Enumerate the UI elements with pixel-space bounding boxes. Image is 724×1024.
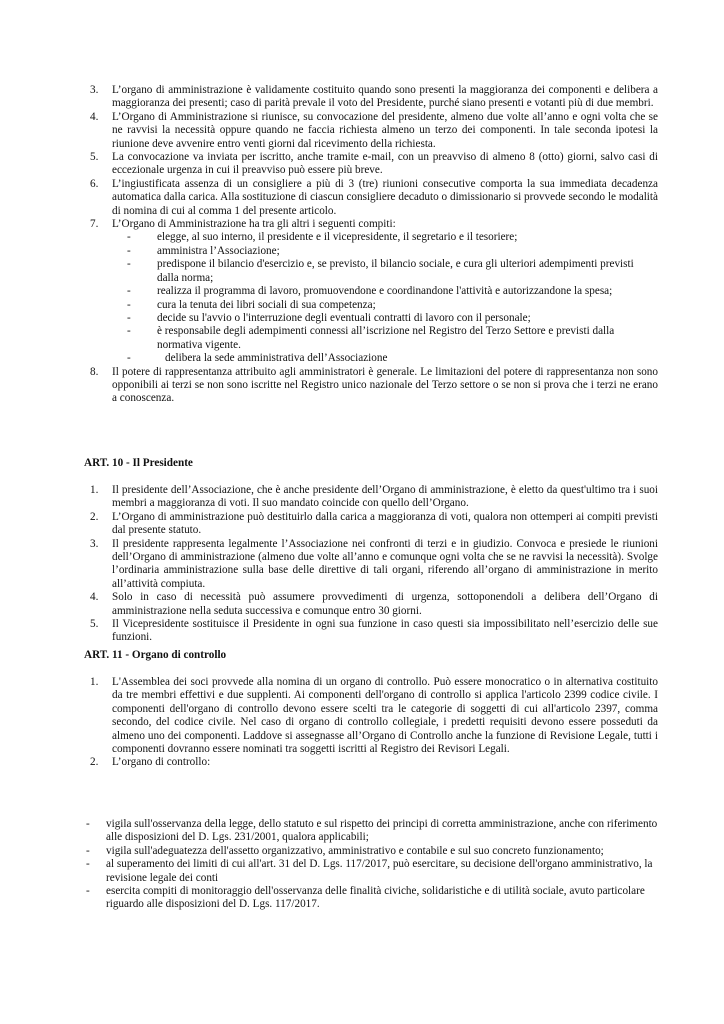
duty-item: - vigila sull'osservanza della legge, dello statuto e sul rispetto dei principi di corretta amministrazione, anche con riferimento alle disposizioni del D. Lgs. 231/2001, qualora applicabili;: [86, 818, 658, 844]
art9-list: [90, 84, 658, 406]
item-text: Il potere di rappresentanza attribuito agli amministratori è generale. Le limitazioni del potere di rappresentanza non sono opponibili ai terzi se non sono iscritte nel Registro unico nazionale del Terzo settore o se non si prova che i terzi ne erano a conoscenza.: [112, 365, 658, 405]
item-text: L’organo di amministrazione è validamente costituito quando sono presenti la maggioranza dei componenti e delibera a maggioranza dei presenti; caso di parità prevale il voto del Presidente, purché siano presenti e votanti più di due membri.: [112, 84, 658, 110]
duty-item: - al superamento dei limiti di cui all'art. 31 del D. Lgs. 117/2017, può esercitare, su decisione dell'organo amministrativo, la revisione legale dei conti: [86, 858, 653, 884]
list-item: 8. Il potere di rappresentanza attribuito agli amministratori è generale. Le limitazioni del potere di rappresentanza non sono opponibili ai terzi se non sono iscritte nel Registro unico nazionale del Terzo settore o se non si prova che i terzi ne erano a conoscenza.: [90, 365, 658, 405]
task-item: - decide su l'avvio o l'interruzione degli eventuali contratti di lavoro con il personale;: [127, 311, 531, 324]
list-item: 1. Il presidente dell’Associazione, che è anche presidente dell’Organo di amministrazione, è eletto da quest'ultimo tra i suoi membri a maggioranza di voti. Il suo mandato coincide con quello dell’Organo.: [90, 484, 658, 510]
list-item: 4. L’Organo di Amministrazione si riunisce, su convocazione del presidente, almeno due volte all’anno e ogni volta che se ne ravvisi la necessità oppure quando ne faccia richiesta almeno un terzo dei componenti. In tale seconda ipotesi la riunione deve avvenire entro venti giorni dal ricevimento della richiesta.: [90, 110, 658, 150]
duty-item: - vigila sull'adeguatezza dell'assetto organizzativo, amministrativo e contabile e sul suo concreto funzionamento;: [86, 844, 604, 857]
task-item: - delibera la sede amministrativa dell’Associazione: [127, 352, 388, 365]
item-text: L’Organo di Amministrazione si riunisce, su convocazione del presidente, almeno due volte all’anno e ogni volta che se ne ravvisi la necessità oppure quando ne faccia richiesta almeno un terzo dei componenti. In tale seconda ipotesi la riunione deve avvenire entro venti giorni dal ricevimento della richiesta.: [112, 110, 658, 150]
list-item: 5. La convocazione va inviata per iscritto, anche tramite e-mail, con un preavviso di almeno 8 (otto) giorni, salvo casi di eccezionale urgenza in cui il preavviso può essere più breve.: [90, 151, 658, 177]
item-text: L’Organo di Amministrazione ha tra gli altri i seguenti compiti:: [112, 218, 396, 231]
list-item: 6. L’ingiustificata assenza di un consigliere a più di 3 (tre) riunioni consecutive comporta la sua immediata decadenza automatica dalla carica. Alla sostituzione di ciascun consigliere decaduto o dimissionario si provvede secondo le modalità di nomina di cui al comma 1 del presente articolo.: [90, 177, 658, 217]
tasks-list: [127, 231, 658, 365]
task-item: - predispone il bilancio d'esercizio e, se previsto, il bilancio sociale, e cura gli ulteriori adempimenti previsti dalla norma;: [127, 258, 634, 284]
list-item: 7. L’Organo di Amministrazione ha tra gli altri i seguenti compiti: - elegge, al suo interno, il presidente e il vicepresidente, il segretario e il tesoriere; - amministra l’Associazione; - predispone il bilancio d'esercizio e, se previsto, il bilancio sociale, e cura gli ulteriori adempimenti previsti dalla norma; - realizza il programma di lavoro, promuovendone e coordinandone l'attività e autorizzandone la spesa; - cura la tenuta dei libri sociali di sua competenza; - decide su l'avvio o l'interruzione degli eventuali contratti di lavoro con il personale; - è responsabile degli adempimenti connessi all’iscrizione nel Registro del Terzo Settore e previsti dalla normativa vigente. - delibera la sede amministrativa dell’Associazione: [112, 218, 658, 365]
list-item: 3. L’organo di amministrazione è validamente costituito quando sono presenti la maggioranza dei componenti e delibera a maggioranza dei presenti; caso di parità prevale il voto del Presidente, purché siano presenti e votanti più di due membri.: [90, 84, 658, 110]
art10-heading: ART. 10 - Il Presidente: [84, 457, 193, 469]
list-item: 4. Solo in caso di necessità può assumere provvedimenti di urgenza, sottoponendoli a delibera dell’Organo di amministrazione nella seduta successiva e comunque entro 30 giorni.: [90, 591, 658, 617]
item-text: L’Organo di amministrazione può destituirlo dalla carica a maggioranza di voti, qualora non ottemperi ai compiti previsti dal presente statuto.: [112, 510, 658, 537]
list-item: 2. L’Organo di amministrazione può destituirlo dalla carica a maggioranza di voti, qualora non ottemperi ai compiti previsti dal presente statuto.: [90, 510, 658, 537]
item-text: Il Vicepresidente sostituisce il Presidente in ogni sua funzione in caso questi sia impossibilitato nell’esercizio delle sue funzioni.: [112, 618, 658, 644]
control-duties-list: [86, 818, 658, 912]
task-item: - elegge, al suo interno, il presidente e il vicepresidente, il segretario e il tesoriere;: [127, 231, 518, 244]
item-text: Il presidente dell’Associazione, che è anche presidente dell’Organo di amministrazione, è eletto da quest'ultimo tra i suoi membri a maggioranza di voti. Il suo mandato coincide con quello dell’Organo.: [112, 484, 658, 510]
art11-list: [90, 676, 658, 770]
item-text: Solo in caso di necessità può assumere provvedimenti di urgenza, sottoponendoli a delibera dell’Organo di amministrazione nella seduta successiva e comunque entro 30 giorni.: [112, 591, 658, 617]
art11-heading: ART. 11 - Organo di controllo: [84, 649, 227, 661]
item-text: L'Assemblea dei soci provvede alla nomina di un organo di controllo. Può essere monocratico o in alternativa costituito da tre membri effettivi e due supplenti. Ai componenti dell'organo di controllo si applica l'articolo 2399 codice civile. I componenti dell'organo di controllo devono essere scelti tra le categorie di soggetti di cui all'articolo 2397, comma secondo, del codice civile. Nel caso di organo di controllo collegiale, i predetti requisiti devono essere posseduti da almeno uno dei componenti. Laddove si assegnasse all’Organo di Controllo anche la funzione di Revisione Legale, tutti i componenti dovranno essere nominati tra soggetti iscritti al Registro dei Revisori Legali.: [112, 676, 658, 756]
task-item: - amministra l’Associazione;: [127, 244, 280, 257]
task-item: - realizza il programma di lavoro, promuovendone e coordinandone l'attività e autorizzandone la spesa;: [127, 285, 613, 298]
task-item: - cura la tenuta dei libri sociali di sua competenza;: [127, 298, 376, 311]
item-text: L’ingiustificata assenza di un consigliere a più di 3 (tre) riunioni consecutive comporta la sua immediata decadenza automatica dalla carica. Alla sostituzione di ciascun consigliere decaduto o dimissionario si provvede secondo le modalità di nomina di cui al comma 1 del presente articolo.: [112, 177, 658, 217]
item-text: Il presidente rappresenta legalmente l’Associazione nei confronti di terzi e in giudizio. Convoca e presiede le riunioni dell’Organo di amministrazione (almeno due volte all’anno e comunque ogni volta che se ne ravvisi la necessità). Svolge l’ordinaria amministrazione sulla base delle direttive di tali organi, riferendo all’organo di amministrazione in merito all’attività compiuta.: [112, 537, 658, 590]
list-item: 2. L’organo di controllo:: [90, 756, 211, 769]
list-item: 1. L'Assemblea dei soci provvede alla nomina di un organo di controllo. Può essere monocratico o in alternativa costituito da tre membri effettivi e due supplenti. Ai componenti dell'organo di controllo si applica l'articolo 2399 codice civile. I componenti dell'organo di controllo devono essere scelti tra le categorie di soggetti di cui all'articolo 2397, comma secondo, del codice civile. Nel caso di organo di controllo collegiale, i predetti requisiti devono essere posseduti da almeno uno dei componenti. Laddove si assegnasse all’Organo di Controllo anche la funzione di Revisione Legale, tutti i componenti dovranno essere nominati tra soggetti iscritti al Registro dei Revisori Legali.: [90, 676, 658, 756]
item-text: La convocazione va inviata per iscritto, anche tramite e-mail, con un preavviso di almeno 8 (otto) giorni, salvo casi di eccezionale urgenza in cui il preavviso può essere più breve.: [112, 151, 658, 177]
art10-list: [90, 484, 658, 645]
list-item: 3. Il presidente rappresenta legalmente l’Associazione nei confronti di terzi e in giudizio. Convoca e presiede le riunioni dell’Organo di amministrazione (almeno due volte all’anno e comunque ogni volta che se ne ravvisi la necessità). Svolge l’ordinaria amministrazione sulla base delle direttive di tali organi, riferendo all’organo di amministrazione in merito all’attività compiuta.: [90, 537, 658, 590]
item-text: L’organo di controllo:: [112, 756, 211, 769]
duty-item: - esercita compiti di monitoraggio dell'osservanza delle finalità civiche, solidaristiche e di utilità sociale, avuto particolare riguardo alle disposizioni del D. Lgs. 117/2017.: [86, 885, 645, 911]
list-item: 5. Il Vicepresidente sostituisce il Presidente in ogni sua funzione in caso questi sia impossibilitato nell’esercizio delle sue funzioni.: [90, 618, 658, 644]
task-item: - è responsabile degli adempimenti connessi all’iscrizione nel Registro del Terzo Settore e previsti dalla normativa vigente.: [127, 325, 615, 351]
